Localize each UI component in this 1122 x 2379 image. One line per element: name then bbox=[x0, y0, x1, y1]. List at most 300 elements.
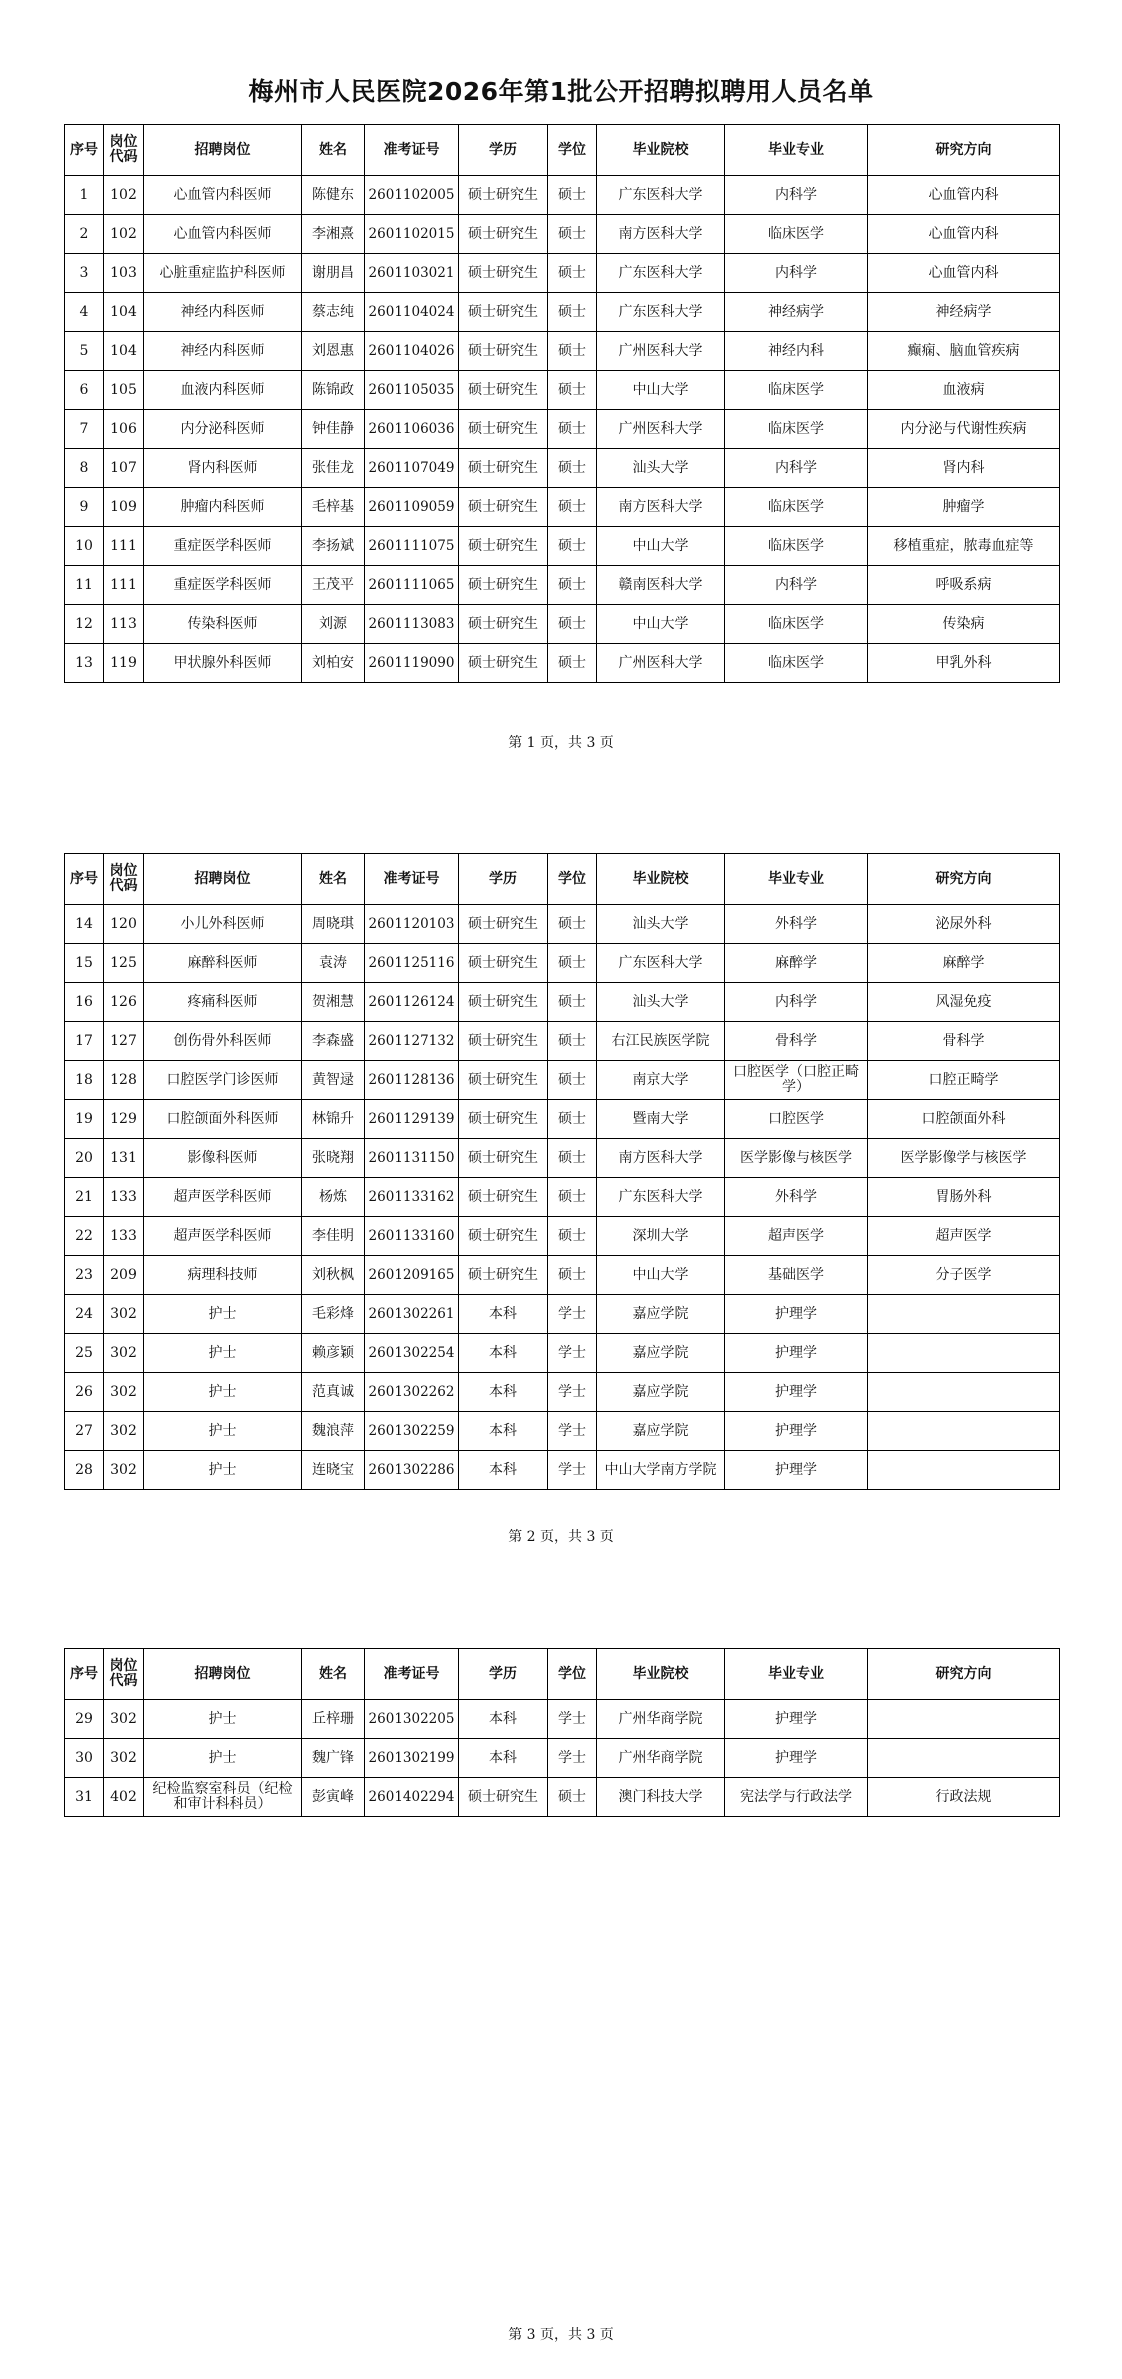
edu-cell: 硕士研究生 bbox=[459, 449, 548, 488]
school-cell: 广州医科大学 bbox=[597, 410, 725, 449]
seq-cell: 17 bbox=[65, 1022, 104, 1061]
name-cell: 魏广锋 bbox=[302, 1739, 365, 1778]
edu-cell: 硕士研究生 bbox=[459, 1778, 548, 1817]
major-cell: 临床医学 bbox=[725, 527, 868, 566]
table-row bbox=[65, 1139, 1060, 1178]
code-cell: 111 bbox=[104, 566, 144, 605]
edu-cell: 硕士研究生 bbox=[459, 1256, 548, 1295]
name-cell: 王茂平 bbox=[302, 566, 365, 605]
name-cell: 黄智逯 bbox=[302, 1061, 365, 1100]
school-cell: 广东医科大学 bbox=[597, 293, 725, 332]
header-research: 研究方向 bbox=[868, 854, 1060, 905]
seq-cell: 20 bbox=[65, 1139, 104, 1178]
edu-cell: 本科 bbox=[459, 1700, 548, 1739]
code-cell: 402 bbox=[104, 1778, 144, 1817]
research-cell: 分子医学 bbox=[868, 1256, 1060, 1295]
school-cell: 赣南医科大学 bbox=[597, 566, 725, 605]
edu-cell: 本科 bbox=[459, 1334, 548, 1373]
major-cell: 护理学 bbox=[725, 1295, 868, 1334]
name-cell: 毛梓基 bbox=[302, 488, 365, 527]
research-cell: 传染病 bbox=[868, 605, 1060, 644]
roster-table-page-1 bbox=[64, 124, 1060, 683]
research-cell: 心血管内科 bbox=[868, 176, 1060, 215]
name-cell: 钟佳静 bbox=[302, 410, 365, 449]
name-cell: 陈健东 bbox=[302, 176, 365, 215]
major-cell: 口腔医学 bbox=[725, 1100, 868, 1139]
header-code: 岗位代码 bbox=[104, 854, 144, 905]
code-cell: 302 bbox=[104, 1739, 144, 1778]
position-cell: 护士 bbox=[144, 1412, 302, 1451]
position-cell: 神经内科医师 bbox=[144, 332, 302, 371]
school-cell: 南方医科大学 bbox=[597, 215, 725, 254]
edu-cell: 硕士研究生 bbox=[459, 488, 548, 527]
seq-cell: 28 bbox=[65, 1451, 104, 1490]
name-cell: 范真诚 bbox=[302, 1373, 365, 1412]
code-cell: 104 bbox=[104, 293, 144, 332]
code-cell: 125 bbox=[104, 944, 144, 983]
name-cell: 刘恩惠 bbox=[302, 332, 365, 371]
table-row bbox=[65, 293, 1060, 332]
code-cell: 105 bbox=[104, 371, 144, 410]
header-name: 姓名 bbox=[302, 125, 365, 176]
table-row bbox=[65, 905, 1060, 944]
research-cell: 泌尿外科 bbox=[868, 905, 1060, 944]
major-cell: 神经内科 bbox=[725, 332, 868, 371]
code-cell: 129 bbox=[104, 1100, 144, 1139]
header-major: 毕业专业 bbox=[725, 1649, 868, 1700]
page-footer-1: 第 1 页，共 3 页 bbox=[508, 735, 614, 751]
cert-cell: 2601302261 bbox=[365, 1295, 459, 1334]
name-cell: 谢朋昌 bbox=[302, 254, 365, 293]
cert-cell: 2601111065 bbox=[365, 566, 459, 605]
edu-cell: 硕士研究生 bbox=[459, 254, 548, 293]
major-cell: 麻醉学 bbox=[725, 944, 868, 983]
school-cell: 广东医科大学 bbox=[597, 254, 725, 293]
degree-cell: 硕士 bbox=[548, 410, 597, 449]
degree-cell: 学士 bbox=[548, 1295, 597, 1334]
seq-cell: 27 bbox=[65, 1412, 104, 1451]
header-edu: 学历 bbox=[459, 125, 548, 176]
cert-cell: 2601104026 bbox=[365, 332, 459, 371]
roster-table-page-3 bbox=[64, 1648, 1060, 1817]
cert-cell: 2601302262 bbox=[365, 1373, 459, 1412]
seq-cell: 19 bbox=[65, 1100, 104, 1139]
degree-cell: 硕士 bbox=[548, 488, 597, 527]
name-cell: 周晓琪 bbox=[302, 905, 365, 944]
code-cell: 120 bbox=[104, 905, 144, 944]
code-cell: 131 bbox=[104, 1139, 144, 1178]
table-row bbox=[65, 1217, 1060, 1256]
header-position: 招聘岗位 bbox=[144, 854, 302, 905]
degree-cell: 学士 bbox=[548, 1451, 597, 1490]
table-row bbox=[65, 371, 1060, 410]
school-cell: 右江民族医学院 bbox=[597, 1022, 725, 1061]
seq-cell: 21 bbox=[65, 1178, 104, 1217]
page-footer-3: 第 3 页，共 3 页 bbox=[508, 2327, 614, 2343]
cert-cell: 2601302286 bbox=[365, 1451, 459, 1490]
major-cell: 骨科学 bbox=[725, 1022, 868, 1061]
major-cell: 护理学 bbox=[725, 1373, 868, 1412]
school-cell: 南京大学 bbox=[597, 1061, 725, 1100]
name-cell: 李湘熹 bbox=[302, 215, 365, 254]
school-cell: 广东医科大学 bbox=[597, 1178, 725, 1217]
edu-cell: 硕士研究生 bbox=[459, 293, 548, 332]
degree-cell: 学士 bbox=[548, 1739, 597, 1778]
major-cell: 护理学 bbox=[725, 1739, 868, 1778]
code-cell: 133 bbox=[104, 1217, 144, 1256]
research-cell: 癫痫、脑血管疾病 bbox=[868, 332, 1060, 371]
major-cell: 临床医学 bbox=[725, 215, 868, 254]
cert-cell: 2601133160 bbox=[365, 1217, 459, 1256]
table-row bbox=[65, 1295, 1060, 1334]
research-cell bbox=[868, 1334, 1060, 1373]
edu-cell: 硕士研究生 bbox=[459, 566, 548, 605]
edu-cell: 硕士研究生 bbox=[459, 332, 548, 371]
school-cell: 嘉应学院 bbox=[597, 1412, 725, 1451]
cert-cell: 2601102015 bbox=[365, 215, 459, 254]
edu-cell: 硕士研究生 bbox=[459, 1217, 548, 1256]
school-cell: 广东医科大学 bbox=[597, 176, 725, 215]
degree-cell: 硕士 bbox=[548, 566, 597, 605]
cert-cell: 2601104024 bbox=[365, 293, 459, 332]
school-cell: 澳门科技大学 bbox=[597, 1778, 725, 1817]
major-cell: 临床医学 bbox=[725, 410, 868, 449]
name-cell: 李扬斌 bbox=[302, 527, 365, 566]
name-cell: 赖彦颖 bbox=[302, 1334, 365, 1373]
code-cell: 102 bbox=[104, 176, 144, 215]
cert-cell: 2601119090 bbox=[365, 644, 459, 683]
seq-cell: 5 bbox=[65, 332, 104, 371]
seq-cell: 29 bbox=[65, 1700, 104, 1739]
header-code: 岗位代码 bbox=[104, 125, 144, 176]
header-position: 招聘岗位 bbox=[144, 1649, 302, 1700]
code-cell: 109 bbox=[104, 488, 144, 527]
header-research: 研究方向 bbox=[868, 1649, 1060, 1700]
edu-cell: 本科 bbox=[459, 1295, 548, 1334]
school-cell: 广州华商学院 bbox=[597, 1739, 725, 1778]
edu-cell: 硕士研究生 bbox=[459, 215, 548, 254]
degree-cell: 硕士 bbox=[548, 1022, 597, 1061]
research-cell bbox=[868, 1700, 1060, 1739]
edu-cell: 本科 bbox=[459, 1412, 548, 1451]
research-cell: 肾内科 bbox=[868, 449, 1060, 488]
seq-cell: 18 bbox=[65, 1061, 104, 1100]
table-row bbox=[65, 1778, 1060, 1817]
header-research: 研究方向 bbox=[868, 125, 1060, 176]
school-cell: 暨南大学 bbox=[597, 1100, 725, 1139]
cert-cell: 2601126124 bbox=[365, 983, 459, 1022]
cert-cell: 2601302205 bbox=[365, 1700, 459, 1739]
degree-cell: 硕士 bbox=[548, 605, 597, 644]
major-cell: 护理学 bbox=[725, 1412, 868, 1451]
cert-cell: 2601302254 bbox=[365, 1334, 459, 1373]
research-cell bbox=[868, 1295, 1060, 1334]
edu-cell: 本科 bbox=[459, 1451, 548, 1490]
table-row bbox=[65, 983, 1060, 1022]
major-cell: 护理学 bbox=[725, 1700, 868, 1739]
table-row bbox=[65, 566, 1060, 605]
seq-cell: 8 bbox=[65, 449, 104, 488]
research-cell: 心血管内科 bbox=[868, 254, 1060, 293]
research-cell: 风湿免疫 bbox=[868, 983, 1060, 1022]
edu-cell: 硕士研究生 bbox=[459, 1022, 548, 1061]
position-cell: 口腔医学门诊医师 bbox=[144, 1061, 302, 1100]
research-cell: 骨科学 bbox=[868, 1022, 1060, 1061]
degree-cell: 硕士 bbox=[548, 1061, 597, 1100]
table-row bbox=[65, 332, 1060, 371]
research-cell bbox=[868, 1412, 1060, 1451]
position-cell: 护士 bbox=[144, 1451, 302, 1490]
table-row bbox=[65, 527, 1060, 566]
research-cell: 血液病 bbox=[868, 371, 1060, 410]
school-cell: 汕头大学 bbox=[597, 983, 725, 1022]
header-degree: 学位 bbox=[548, 1649, 597, 1700]
table-row bbox=[65, 1022, 1060, 1061]
name-cell: 贺湘慧 bbox=[302, 983, 365, 1022]
position-cell: 心脏重症监护科医师 bbox=[144, 254, 302, 293]
degree-cell: 硕士 bbox=[548, 1178, 597, 1217]
code-cell: 302 bbox=[104, 1700, 144, 1739]
cert-cell: 2601120103 bbox=[365, 905, 459, 944]
code-cell: 302 bbox=[104, 1373, 144, 1412]
code-cell: 302 bbox=[104, 1295, 144, 1334]
cert-cell: 2601125116 bbox=[365, 944, 459, 983]
degree-cell: 硕士 bbox=[548, 293, 597, 332]
cert-cell: 2601109059 bbox=[365, 488, 459, 527]
edu-cell: 硕士研究生 bbox=[459, 371, 548, 410]
major-cell: 临床医学 bbox=[725, 488, 868, 527]
research-cell: 口腔颌面外科 bbox=[868, 1100, 1060, 1139]
seq-cell: 23 bbox=[65, 1256, 104, 1295]
table-row bbox=[65, 1451, 1060, 1490]
table-row bbox=[65, 176, 1060, 215]
cert-cell: 2601302259 bbox=[365, 1412, 459, 1451]
table-row bbox=[65, 1739, 1060, 1778]
edu-cell: 本科 bbox=[459, 1739, 548, 1778]
position-cell: 病理科技师 bbox=[144, 1256, 302, 1295]
degree-cell: 硕士 bbox=[548, 644, 597, 683]
position-cell: 小儿外科医师 bbox=[144, 905, 302, 944]
table-row bbox=[65, 488, 1060, 527]
name-cell: 张晓翔 bbox=[302, 1139, 365, 1178]
table-row bbox=[65, 1412, 1060, 1451]
cert-cell: 2601131150 bbox=[365, 1139, 459, 1178]
name-cell: 张佳龙 bbox=[302, 449, 365, 488]
research-cell: 内分泌与代谢性疾病 bbox=[868, 410, 1060, 449]
school-cell: 汕头大学 bbox=[597, 449, 725, 488]
seq-cell: 10 bbox=[65, 527, 104, 566]
position-cell: 甲状腺外科医师 bbox=[144, 644, 302, 683]
name-cell: 李佳明 bbox=[302, 1217, 365, 1256]
school-cell: 广州医科大学 bbox=[597, 332, 725, 371]
table-row bbox=[65, 1178, 1060, 1217]
header-cert: 准考证号 bbox=[365, 125, 459, 176]
degree-cell: 硕士 bbox=[548, 215, 597, 254]
cert-cell: 2601107049 bbox=[365, 449, 459, 488]
school-cell: 嘉应学院 bbox=[597, 1295, 725, 1334]
position-cell: 创伤骨外科医师 bbox=[144, 1022, 302, 1061]
name-cell: 丘梓珊 bbox=[302, 1700, 365, 1739]
header-code: 岗位代码 bbox=[104, 1649, 144, 1700]
header-degree: 学位 bbox=[548, 125, 597, 176]
school-cell: 广州医科大学 bbox=[597, 644, 725, 683]
code-cell: 127 bbox=[104, 1022, 144, 1061]
name-cell: 刘源 bbox=[302, 605, 365, 644]
edu-cell: 硕士研究生 bbox=[459, 944, 548, 983]
position-cell: 血液内科医师 bbox=[144, 371, 302, 410]
research-cell: 移植重症，脓毒血症等 bbox=[868, 527, 1060, 566]
position-cell: 心血管内科医师 bbox=[144, 176, 302, 215]
cert-cell: 2601133162 bbox=[365, 1178, 459, 1217]
cert-cell: 2601129139 bbox=[365, 1100, 459, 1139]
name-cell: 毛彩烽 bbox=[302, 1295, 365, 1334]
research-cell bbox=[868, 1373, 1060, 1412]
research-cell: 心血管内科 bbox=[868, 215, 1060, 254]
code-cell: 302 bbox=[104, 1334, 144, 1373]
school-cell: 中山大学 bbox=[597, 527, 725, 566]
seq-cell: 15 bbox=[65, 944, 104, 983]
header-school: 毕业院校 bbox=[597, 1649, 725, 1700]
code-cell: 133 bbox=[104, 1178, 144, 1217]
header-major: 毕业专业 bbox=[725, 854, 868, 905]
seq-cell: 11 bbox=[65, 566, 104, 605]
roster-table-page-2 bbox=[64, 853, 1060, 1490]
research-cell: 神经病学 bbox=[868, 293, 1060, 332]
edu-cell: 硕士研究生 bbox=[459, 983, 548, 1022]
cert-cell: 2601106036 bbox=[365, 410, 459, 449]
position-cell: 重症医学科医师 bbox=[144, 527, 302, 566]
name-cell: 蔡志纯 bbox=[302, 293, 365, 332]
major-cell: 护理学 bbox=[725, 1334, 868, 1373]
code-cell: 107 bbox=[104, 449, 144, 488]
code-cell: 106 bbox=[104, 410, 144, 449]
position-cell: 传染科医师 bbox=[144, 605, 302, 644]
code-cell: 104 bbox=[104, 332, 144, 371]
header-edu: 学历 bbox=[459, 854, 548, 905]
seq-cell: 1 bbox=[65, 176, 104, 215]
major-cell: 神经病学 bbox=[725, 293, 868, 332]
major-cell: 口腔医学（口腔正畸学） bbox=[725, 1061, 868, 1100]
research-cell: 超声医学 bbox=[868, 1217, 1060, 1256]
major-cell: 医学影像与核医学 bbox=[725, 1139, 868, 1178]
header-school: 毕业院校 bbox=[597, 854, 725, 905]
research-cell: 行政法规 bbox=[868, 1778, 1060, 1817]
page-title: 梅州市人民医院2026年第1批公开招聘拟聘用人员名单 bbox=[248, 77, 874, 106]
school-cell: 汕头大学 bbox=[597, 905, 725, 944]
research-cell bbox=[868, 1739, 1060, 1778]
major-cell: 内科学 bbox=[725, 176, 868, 215]
code-cell: 113 bbox=[104, 605, 144, 644]
name-cell: 刘柏安 bbox=[302, 644, 365, 683]
table-row bbox=[65, 1256, 1060, 1295]
header-name: 姓名 bbox=[302, 854, 365, 905]
school-cell: 广东医科大学 bbox=[597, 944, 725, 983]
position-cell: 麻醉科医师 bbox=[144, 944, 302, 983]
major-cell: 临床医学 bbox=[725, 605, 868, 644]
major-cell: 宪法学与行政法学 bbox=[725, 1778, 868, 1817]
seq-cell: 24 bbox=[65, 1295, 104, 1334]
school-cell: 广州华商学院 bbox=[597, 1700, 725, 1739]
research-cell: 口腔正畸学 bbox=[868, 1061, 1060, 1100]
cert-cell: 2601113083 bbox=[365, 605, 459, 644]
major-cell: 临床医学 bbox=[725, 644, 868, 683]
name-cell: 林锦升 bbox=[302, 1100, 365, 1139]
school-cell: 深圳大学 bbox=[597, 1217, 725, 1256]
position-cell: 肿瘤内科医师 bbox=[144, 488, 302, 527]
edu-cell: 硕士研究生 bbox=[459, 410, 548, 449]
major-cell: 内科学 bbox=[725, 449, 868, 488]
position-cell: 护士 bbox=[144, 1295, 302, 1334]
degree-cell: 硕士 bbox=[548, 1217, 597, 1256]
seq-cell: 25 bbox=[65, 1334, 104, 1373]
edu-cell: 硕士研究生 bbox=[459, 1178, 548, 1217]
degree-cell: 硕士 bbox=[548, 1100, 597, 1139]
school-cell: 南方医科大学 bbox=[597, 488, 725, 527]
major-cell: 外科学 bbox=[725, 905, 868, 944]
degree-cell: 学士 bbox=[548, 1334, 597, 1373]
position-cell: 心血管内科医师 bbox=[144, 215, 302, 254]
position-cell: 疼痛科医师 bbox=[144, 983, 302, 1022]
school-cell: 南方医科大学 bbox=[597, 1139, 725, 1178]
header-major: 毕业专业 bbox=[725, 125, 868, 176]
cert-cell: 2601111075 bbox=[365, 527, 459, 566]
table-row bbox=[65, 644, 1060, 683]
seq-cell: 7 bbox=[65, 410, 104, 449]
seq-cell: 14 bbox=[65, 905, 104, 944]
seq-cell: 12 bbox=[65, 605, 104, 644]
degree-cell: 学士 bbox=[548, 1373, 597, 1412]
position-cell: 护士 bbox=[144, 1739, 302, 1778]
research-cell: 肿瘤学 bbox=[868, 488, 1060, 527]
edu-cell: 硕士研究生 bbox=[459, 644, 548, 683]
cert-cell: 2601127132 bbox=[365, 1022, 459, 1061]
edu-cell: 本科 bbox=[459, 1373, 548, 1412]
page-footer-2: 第 2 页，共 3 页 bbox=[508, 1529, 614, 1545]
table-header-row bbox=[65, 125, 1060, 176]
edu-cell: 硕士研究生 bbox=[459, 905, 548, 944]
school-cell: 中山大学 bbox=[597, 371, 725, 410]
seq-cell: 9 bbox=[65, 488, 104, 527]
table-row bbox=[65, 1061, 1060, 1100]
code-cell: 126 bbox=[104, 983, 144, 1022]
table-row bbox=[65, 1373, 1060, 1412]
table-header-row bbox=[65, 1649, 1060, 1700]
school-cell: 嘉应学院 bbox=[597, 1334, 725, 1373]
research-cell: 甲乳外科 bbox=[868, 644, 1060, 683]
degree-cell: 硕士 bbox=[548, 944, 597, 983]
research-cell: 胃肠外科 bbox=[868, 1178, 1060, 1217]
table-header-row bbox=[65, 854, 1060, 905]
major-cell: 内科学 bbox=[725, 254, 868, 293]
cert-cell: 2601209165 bbox=[365, 1256, 459, 1295]
cert-cell: 2601105035 bbox=[365, 371, 459, 410]
table-row bbox=[65, 449, 1060, 488]
name-cell: 陈锦政 bbox=[302, 371, 365, 410]
cert-cell: 2601128136 bbox=[365, 1061, 459, 1100]
edu-cell: 硕士研究生 bbox=[459, 527, 548, 566]
code-cell: 302 bbox=[104, 1412, 144, 1451]
degree-cell: 硕士 bbox=[548, 905, 597, 944]
table-row bbox=[65, 1100, 1060, 1139]
school-cell: 中山大学 bbox=[597, 605, 725, 644]
research-cell: 麻醉学 bbox=[868, 944, 1060, 983]
cert-cell: 2601102005 bbox=[365, 176, 459, 215]
header-seq: 序号 bbox=[65, 125, 104, 176]
degree-cell: 学士 bbox=[548, 1412, 597, 1451]
seq-cell: 13 bbox=[65, 644, 104, 683]
seq-cell: 26 bbox=[65, 1373, 104, 1412]
degree-cell: 硕士 bbox=[548, 176, 597, 215]
